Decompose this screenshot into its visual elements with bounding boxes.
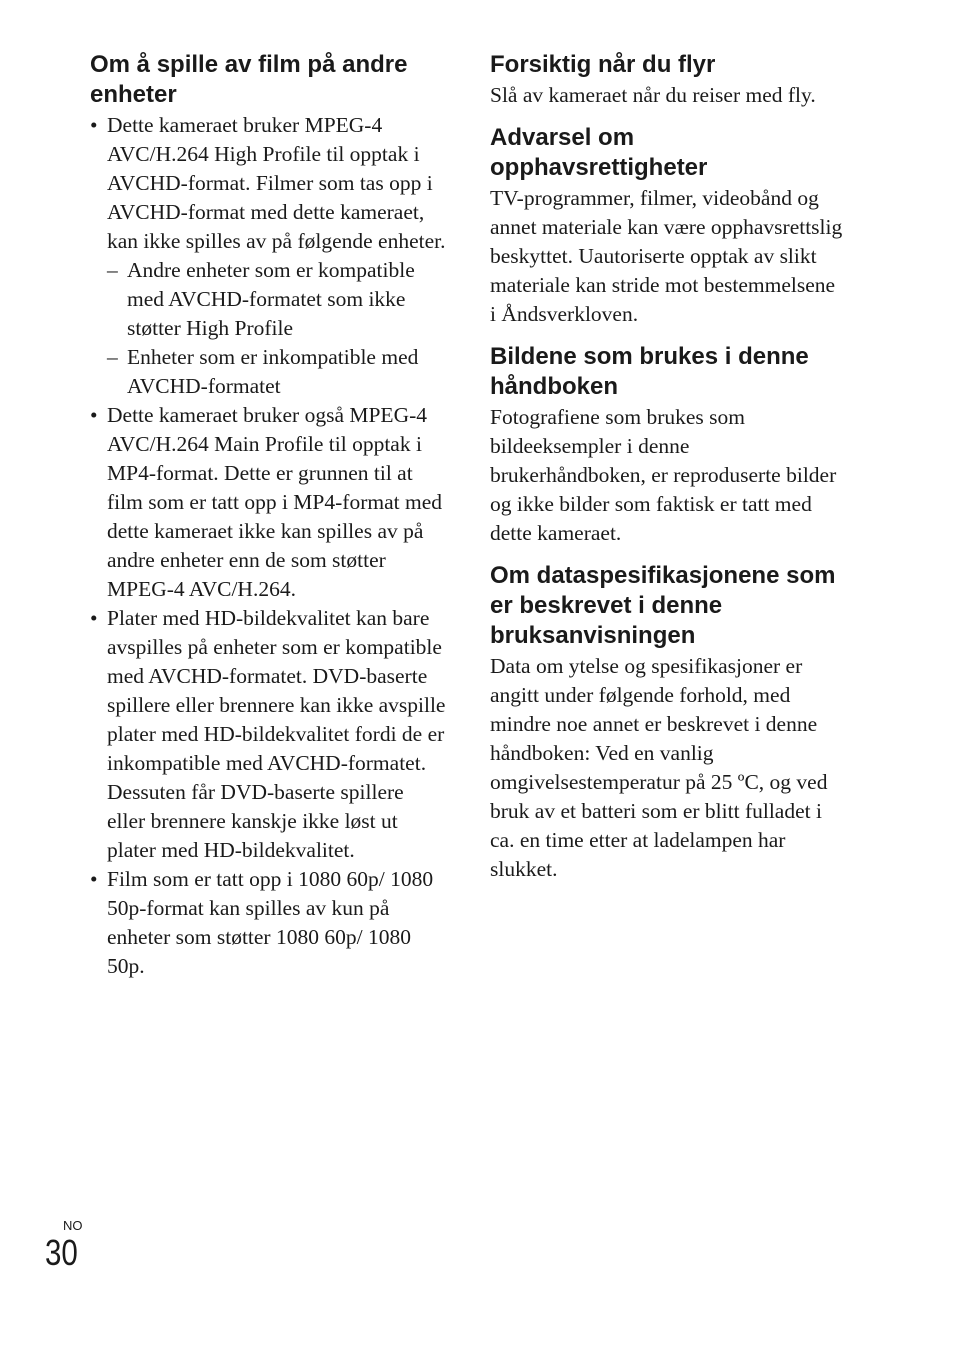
sub-list [107,256,446,401]
section-heading-specifications: Om dataspesifikasjonene som er beskrevet i denne bruksanvisningen [490,562,836,649]
section-heading-playback-other-devices: Om å spille av film på andre enheter [90,51,408,108]
section-body-flying: Slå av kameraet når du reiser med fly. [490,83,816,107]
section-body-images: Fotografiene som brukes som bildeeksempler i denne brukerhåndboken, er reproduserte bilder og ikke bilder som faktisk er tatt med dette kameraet. [490,405,837,545]
bullet-item: • Plater med HD-bildekvalitet kan bare avspilles på enheter som er kompatible med AVCHD-formatet. DVD-baserte spillere eller brennere kan ikke avspille plater med HD-bildekvalitet fordi de er inkompatible med AVCHD-formatet. Dessuten får DVD-baserte spillere eller brennere kanskje ikke løst ut plater med HD-bildekvalitet. [90,604,446,865]
section-body-specifications: Data om ytelse og spesifikasjoner er angitt under følgende forhold, med mindre noe annet er beskrevet i denne håndboken: Ved en vanlig omgivelsestemperatur på 25 ºC, og ved bruk av et batteri som er blitt fulladet i ca. en time etter at ladelampen har slukket. [490,654,828,881]
left-column [90,50,446,981]
bullet-list [90,111,446,981]
bullet-item [90,111,446,401]
bullet-item: • Film som er tatt opp i 1080 60p/ 1080 50p-format kan spilles av kun på enheter som støtter 1080 60p/ 1080 50p. [90,865,446,981]
bullet-text: Dette kameraet bruker MPEG-4 AVC/H.264 High Profile til opptak i AVCHD-format. Filmer som tas opp i AVCHD-format med dette kameraet, kan ikke spilles av på følgende enheter. [107,113,446,253]
sub-item: – Andre enheter som er kompatible med AVCHD-formatet som ikke støtter High Profile [107,256,446,343]
bullet-item: • Dette kameraet bruker også MPEG-4 AVC/H.264 Main Profile til opptak i MP4-format. Dette er grunnen til at film som er tatt opp i MP4-format med dette kameraet ikke kan spilles av på andre enheter enn de som støtter MPEG-4 AVC/H.264. [90,401,446,604]
sub-item: – Enheter som er inkompatible med AVCHD-formatet [107,343,446,401]
section-heading-images: Bildene som brukes i denne håndboken [490,343,809,400]
section-heading-flying: Forsiktig når du flyr [490,51,716,78]
page-language-code: NO [63,1218,83,1233]
page-number: 30 [45,1232,78,1273]
section-body-copyright: TV-programmer, filmer, videobånd og annet materiale kan være opphavsrettslig beskyttet. Uautoriserte opptak av slikt materiale kan stride mot bestemmelsene i Åndsverkloven. [490,186,843,326]
right-column [490,50,846,884]
section-heading-copyright: Advarsel om opphavsrettigheter [490,124,708,181]
